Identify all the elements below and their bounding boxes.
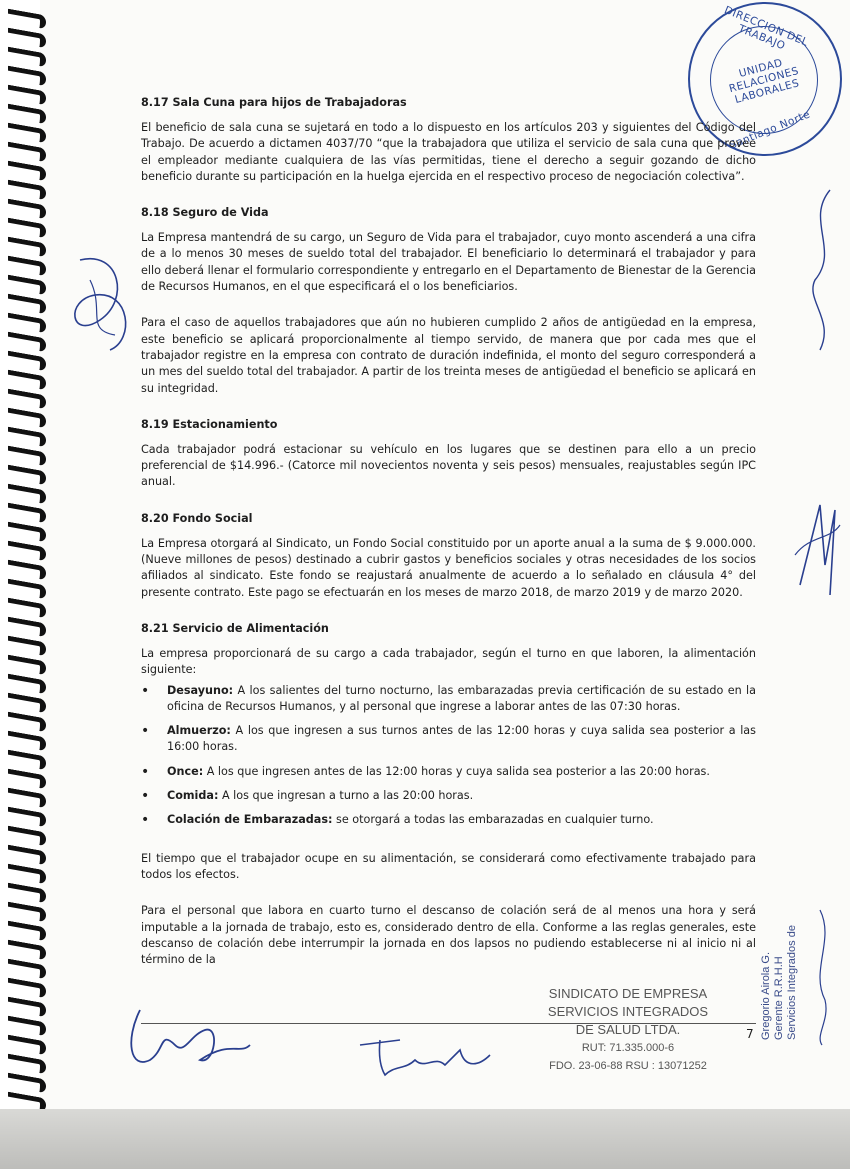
margin-signature-right-top — [800, 180, 845, 360]
binding-coil — [8, 598, 46, 619]
binding-coil — [8, 807, 46, 828]
union-stamp-line: FDO. 23-06-88 RSU : 13071252 — [549, 1060, 707, 1072]
binding-coil — [8, 1054, 46, 1075]
section-title: 8.21 Servicio de Alimentación — [141, 621, 329, 635]
binding-coil — [8, 427, 46, 448]
binding-coil — [8, 104, 46, 125]
binding-coil — [8, 560, 46, 581]
binding-coil — [8, 47, 46, 68]
list-item-term: Desayuno: — [167, 683, 234, 697]
binding-coil — [8, 275, 46, 296]
paragraph: Para el personal que labora en cuarto turno el descanso de colación será de al menos una hora y será imputable a la jornada de trabajo, esto es, considerado dentro de ella. Conforme a las reglas generales, este descanso de colación debe interrumpir la jornada en dos lapsos no pudiendo establecerse ni al inicio ni al término de la — [141, 904, 756, 967]
list-item-text: A los que ingresen antes de las 12:00 horas y cuya salida sea posterior a las 20:00 horas. — [203, 764, 710, 778]
binding-coil — [8, 66, 46, 87]
binding-coil — [8, 313, 46, 334]
binding-coil — [8, 332, 46, 353]
binding-coil — [8, 940, 46, 961]
binding-coil — [8, 541, 46, 562]
binding-coil — [8, 180, 46, 201]
section-title: 8.17 Sala Cuna para hijos de Trabajadoras — [141, 96, 407, 109]
binding-coil — [8, 655, 46, 676]
list-item-text: se otorgará a todas las embarazadas en cualquier turno. — [332, 813, 654, 827]
side-signature-title: Gerente R.R.H.H — [773, 956, 785, 1040]
binding-coil — [8, 484, 46, 505]
binding-coil — [8, 522, 46, 543]
list-item — [167, 683, 756, 716]
binding-coil — [8, 123, 46, 144]
binding-coil — [8, 579, 46, 600]
binding-coil — [8, 1035, 46, 1056]
binding-coil — [8, 769, 46, 790]
binding-coil — [8, 997, 46, 1018]
margin-signature-left — [60, 240, 140, 360]
binding-coil — [8, 902, 46, 923]
binding-coil — [8, 446, 46, 467]
binding-coil — [8, 408, 46, 429]
binding-coil — [8, 712, 46, 733]
binding-coil — [8, 294, 46, 315]
union-stamp — [523, 985, 733, 1075]
list-item — [167, 723, 756, 756]
stamp-ring-bottom-text: Santiago Norte — [727, 108, 813, 152]
binding-coil — [8, 161, 46, 182]
margin-signature-right-mid — [790, 495, 845, 605]
binding-coil — [8, 750, 46, 771]
page-bottom-edge — [0, 1109, 850, 1169]
document-body — [141, 95, 756, 968]
paragraph: El tiempo que el trabajador ocupe en su alimentación, se considerará como efectivamente trabajado para todos los efectos. — [141, 851, 756, 881]
binding-coil — [8, 256, 46, 277]
bottom-signature-left — [120, 1000, 270, 1080]
side-signature-name: Gregorio Airola G. — [760, 951, 772, 1040]
list-item-text: A los que ingresan a turno a las 20:00 horas. — [218, 789, 474, 803]
section-8-21 — [141, 621, 756, 968]
list-item-term: Colación de Embarazadas: — [167, 813, 333, 827]
binding-coil — [8, 674, 46, 695]
binding-coil — [8, 693, 46, 714]
paragraph: Cada trabajador podrá estacionar su vehículo en los lugares que se destinen para ello a un precio preferencial de $14.996.- (Catorce mil novecientos noventa y seis pesos) mensuales, reajustables según IPC anual. — [141, 442, 756, 489]
binding-coil — [8, 731, 46, 752]
binding-coil — [8, 142, 46, 163]
binding-coil — [8, 465, 46, 486]
stamp-ring-top-text: DIRECCION DEL TRABAJO — [722, 4, 810, 53]
page-number: 7 — [746, 1027, 754, 1041]
section-title: 8.19 Estacionamiento — [141, 417, 278, 431]
binding-coil — [8, 389, 46, 410]
binding-coil — [8, 959, 46, 980]
binding-coil — [8, 1073, 46, 1094]
section-title: 8.18 Seguro de Vida — [141, 206, 269, 220]
union-stamp-line: SINDICATO DE EMPRESA — [548, 986, 708, 1001]
binding-coil — [8, 85, 46, 106]
side-signature-block — [760, 840, 799, 1040]
list-item-term: Comida: — [167, 789, 219, 803]
list-item-term: Almuerzo: — [167, 724, 231, 738]
spiral-binding — [0, 0, 40, 1169]
section-title: 8.20 Fondo Social — [141, 511, 253, 525]
list-item — [167, 788, 756, 804]
binding-coil — [8, 370, 46, 391]
paragraph: Para el caso de aquellos trabajadores que aún no hubieren cumplido 2 años de antigüedad en la empresa, este beneficio se aplicará proporcionalmente al tiempo servido, de manera que por cada mes que el trabajador registre en la empresa con contrato de duración indefinida, el monto del seguro corresponderá a un mes del sueldo total del trabajador. A partir de los treinta meses de antigüedad el beneficio se aplicará en su integridad. — [141, 316, 756, 395]
binding-coil — [8, 28, 46, 49]
binding-coil — [8, 788, 46, 809]
bottom-signature-middle — [350, 1025, 510, 1085]
list-item-text: A los salientes del turno nocturno, las embarazadas previa certificación de su estado en la oficina de Recursos Humanos, y al personal que ingrese a laborar antes de las 07:30 horas. — [167, 683, 756, 713]
binding-coil — [8, 1016, 46, 1037]
union-stamp-line: DE SALUD LTDA. — [575, 1022, 681, 1037]
binding-coil — [8, 883, 46, 904]
section-8-18 — [141, 205, 756, 397]
binding-coil — [8, 845, 46, 866]
paragraph: La Empresa otorgará al Sindicato, un Fondo Social constituido por un aporte anual a la suma de $ 9.000.000. (Nueve millones de pesos) destinado a cubrir gastos y beneficios sociales y otras necesidades de los socios afiliados al sindicato. Este fondo se reajustará anualmente de acuerdo a lo señalado en cláusula 4° del presente contrato. Este pago se efectuarán en los meses de marzo 2018, de marzo 2019 y de marzo 2020. — [141, 536, 756, 599]
section-8-20 — [141, 511, 756, 601]
binding-coil — [8, 978, 46, 999]
binding-coil — [8, 617, 46, 638]
paragraph: La Empresa mantendrá de su cargo, un Seguro de Vida para el trabajador, cuyo monto ascenderá a una cifra de a lo menos 30 meses de sueldo total del trabajador. El beneficiario lo determinará el trabajador y para ello deberá llenar el formulario correspondiente y entregarlo en el Departamento de Bienestar de la Gerencia de Recursos Humanos, en el que especificará el o los beneficiarios. — [141, 231, 756, 294]
list-item — [167, 764, 756, 780]
binding-coil — [8, 826, 46, 847]
list-item-term: Once: — [167, 764, 204, 778]
paragraph: La empresa proporcionará de su cargo a cada trabajador, según el turno en que laboren, la alimentación siguiente: — [141, 646, 756, 677]
binding-coil — [8, 351, 46, 372]
binding-coil — [8, 218, 46, 239]
binding-coil — [8, 503, 46, 524]
binding-coil — [8, 636, 46, 657]
side-signature-company: Servicios Integrados de — [786, 925, 798, 1040]
binding-coil — [8, 237, 46, 258]
list-item — [167, 812, 756, 828]
section-8-17 — [141, 95, 756, 185]
union-stamp-line: RUT: 71.335.000-6 — [581, 1042, 675, 1054]
union-stamp-line: SERVICIOS INTEGRADOS — [547, 1004, 709, 1019]
side-signature-mark — [800, 900, 845, 1050]
stamp-center-text: UNIDAD RELACIONES LABORALES — [727, 56, 801, 106]
binding-coil — [8, 199, 46, 220]
binding-coil — [8, 864, 46, 885]
section-8-19 — [141, 417, 756, 491]
binding-coil — [8, 9, 46, 30]
paragraph: El beneficio de sala cuna se sujetará en todo a lo dispuesto en los artículos 203 y siguientes del Código del Trabajo. De acuerdo a dictamen 4037/70 “que la trabajadora que utiliza el servicio de sala cuna que provee el empleador mediante cualquiera de las vías permitidas, tiene el derecho a seguir gozando de dicho beneficio durante su participación en la huelga ejercida en el respectivo proceso de negociación colectiva”. — [141, 121, 756, 183]
meal-list — [141, 683, 756, 829]
binding-coil — [8, 921, 46, 942]
list-item-text: A los que ingresen a sus turnos antes de las 12:00 horas y cuya salida sea posterior a las 16:00 horas. — [167, 724, 756, 754]
